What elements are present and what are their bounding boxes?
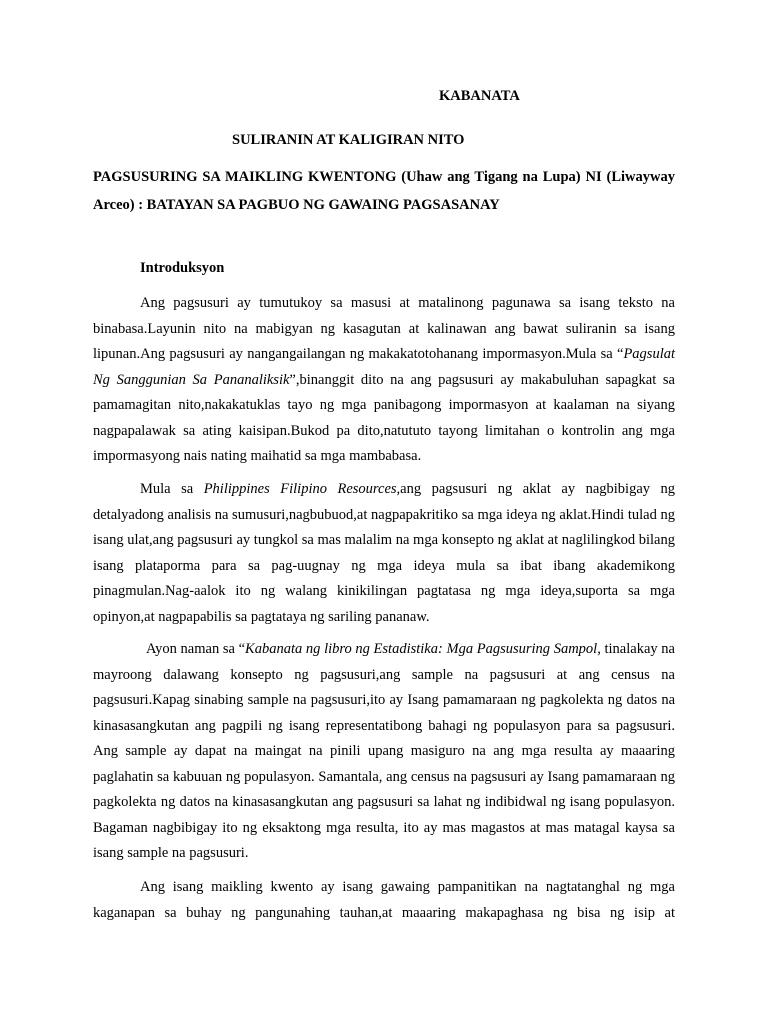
chapter-label: KABANATA	[439, 88, 520, 104]
paragraph	[93, 291, 675, 470]
paragraph-italic: Philippines Filipino Resources,	[203, 481, 401, 497]
chapter-subtitle: SULIRANIN AT KALIGIRAN NITO	[232, 132, 465, 148]
paragraph-text: ang pagsusuri ng aklat ay nagbibigay ng detalyadong analisis na sumusuri,nagbubuod,at nagpapakritiko sa mga ideya ng aklat.Hindi tulad ng isang ulat,ang pagsusuri ay tungkol sa mas malalim na mga konsepto ng aklat at naglilingkod bilang isang plataporma para sa pag-uugnay ng mga ideya mula sa ibat ibang akademikong pinagmulan.Nag-aalok ito ng walang kinikilingan pagtatasa ng mga ideya,suporta sa mga opinyon,at nagpapabilis sa pagtataya ng sariling pananaw.	[93, 481, 676, 625]
paragraph-text: ”,binanggit dito na ang pagsusuri ay makabuluhan sapagkat sa pamamagitan nito,nakakatuklas tayo ng mga panibagong impormasyon at kaalaman na siyang nagpapalawak sa ating kaisipan.Bukod pa dito,natututo tayong limitahan o kontrolin ang mga impormasyong nais nating maihatid sa mga mambabasa.	[93, 371, 675, 464]
paragraph-text: Ayon naman sa “	[146, 641, 246, 657]
section-heading: Introduksyon	[140, 260, 225, 276]
paragraph	[93, 477, 675, 630]
paragraph	[93, 875, 675, 926]
paragraph	[93, 637, 675, 867]
paragraph-italic: Kabanata ng libro ng Estadistika: Mga Pagsusuring Sampol,	[245, 641, 601, 657]
main-title: PAGSUSURING SA MAIKLING KWENTONG (Uhaw ang Tigang na Lupa) NI (Liwayway Arceo) : BATAYAN SA PAGBUO NG GAWAING PAGSASANAY	[93, 169, 675, 213]
paragraph-italic: Pagsulat Ng Sanggunian Sa Pananaliksik	[93, 346, 675, 388]
paragraph-text: Ang pagsusuri ay tumutukoy sa masusi at matalinong pagunawa sa isang teksto na binabasa.Layunin nito na mabigyan ng kasagutan at kalinawan ang bawat suliranin sa isang lipunan.Ang pagsusuri ay nangangailangan ng makakatotohanang impormasyon.Mula sa “	[93, 295, 675, 362]
paragraph-text: tinalakay na mayroong dalawang konsepto ng pagsusuri,ang sample na pagsusuri at ang census na pagsusuri.Kapag sinabing sample na pagsusuri,ito ay Isang pamamaraan ng pagkolekta ng datos na kinasasangkutan ang pagpili ng isang representatibong bahagi ng populasyon para sa pagsusuri. Ang sample ay dapat na maingat na pinili upang masiguro na ang mga resulta ay maaaring paglahatin sa kabuuan ng populasyon. Samantala, ang census na pagsusuri ay Isang pamamaraan ng pagkolekta ng datos na kinasasangkutan ang pagsusuri sa lahat ng indibidwal ng isang populasyon. Bagaman nagbibigay ito ng eksaktong mga resulta, ito ay mas magastos at mas matagal kaysa sa isang sample na pagsusuri.	[93, 641, 675, 861]
paragraph-text: Mula sa	[140, 481, 204, 497]
paragraph-text: Ang isang maikling kwento ay isang gawaing pampanitikan na nagtatanghal ng mga kaganapan sa buhay ng pangunahing tauhan,at maaaring makapaghasa ng bisa ng isip at	[93, 879, 675, 921]
